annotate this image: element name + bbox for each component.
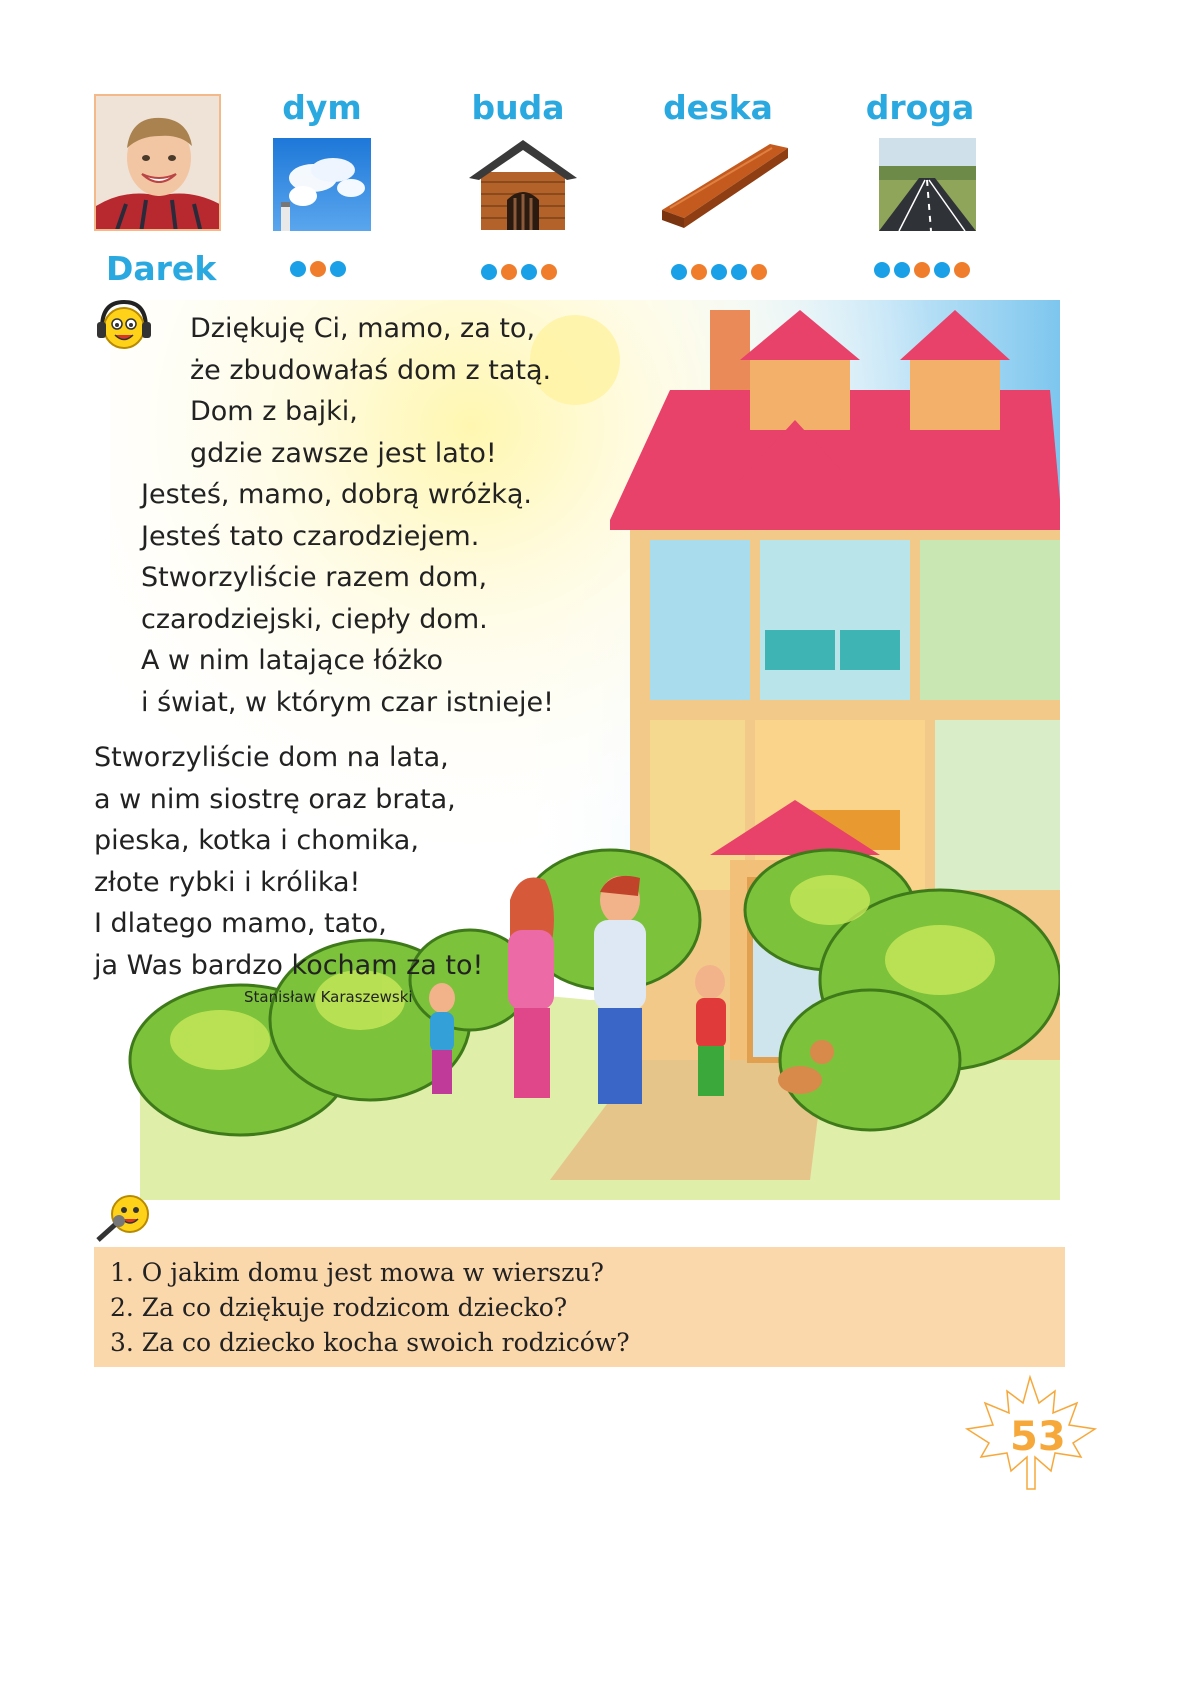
syllable-dots-droga	[874, 262, 970, 278]
poem-line: a w nim siostrę oraz brata,	[94, 783, 456, 815]
blue-dot	[671, 264, 687, 280]
blue-dot	[711, 264, 727, 280]
poem-line: czarodziejski, ciepły dom.	[141, 603, 488, 635]
poem-line: i świat, w którym czar istnieje!	[141, 686, 554, 718]
road-picture	[879, 138, 976, 231]
blue-dot	[874, 262, 890, 278]
question-2: 2. Za co dziękuje rodzicom dziecko?	[110, 1293, 568, 1322]
poem-line: pieska, kotka i chomika,	[94, 825, 419, 856]
blue-dot	[731, 264, 747, 280]
question-1: 1. O jakim domu jest mowa w wierszu?	[110, 1258, 604, 1287]
blue-dot	[290, 261, 306, 277]
question-3: 3. Za co dziecko kocha swoich rodziców?	[110, 1328, 630, 1357]
poem-line: ja Was bardzo kocham za to!	[94, 949, 484, 981]
poem-line: A w nim latające łóżko	[141, 645, 444, 676]
word-deska: deska	[663, 88, 773, 127]
syllable-dots-deska	[671, 264, 767, 280]
word-dym: dym	[282, 88, 362, 127]
boy-photo	[94, 94, 221, 231]
orange-dot	[310, 261, 326, 277]
orange-dot	[914, 262, 930, 278]
poem-line: złote rybki i królika!	[94, 866, 361, 898]
poem-author: Stanisław Karaszewski	[244, 988, 413, 1006]
poem-stanza-2	[141, 474, 554, 723]
questions-box	[94, 1247, 1065, 1367]
orange-dot	[501, 264, 517, 280]
blue-dot	[894, 262, 910, 278]
orange-dot	[954, 262, 970, 278]
poem-line: gdzie zawsze jest lato!	[190, 437, 497, 469]
headphones-smiley-icon	[94, 298, 154, 354]
orange-dot	[541, 264, 557, 280]
poem-line: Stworzyliście dom na lata,	[94, 742, 449, 773]
blue-dot	[330, 261, 346, 277]
blue-dot	[481, 264, 497, 280]
poem-line: Dom z bajki,	[190, 396, 358, 427]
syllable-dots-darek	[290, 261, 346, 277]
poem-line: Jesteś, mamo, dobrą wróżką.	[141, 479, 532, 510]
syllable-dots-dym	[481, 264, 557, 280]
person-name: Darek	[106, 249, 217, 288]
poem-stanza-3	[94, 737, 483, 986]
word-droga: droga	[865, 88, 975, 127]
poem-line: Jesteś tato czarodziejem.	[141, 520, 480, 552]
blue-dot	[934, 262, 950, 278]
orange-dot	[751, 264, 767, 280]
blue-dot	[521, 264, 537, 280]
poem-line: że zbudowałaś dom z tatą.	[190, 354, 552, 386]
doghouse-picture	[467, 138, 579, 231]
poem-line: Dziękuję Ci, mamo, za to,	[190, 313, 536, 344]
microphone-smiley-icon	[94, 1192, 154, 1244]
plank-picture	[660, 138, 790, 231]
poem-stanza-1	[190, 308, 551, 474]
orange-dot	[691, 264, 707, 280]
smoke-picture	[273, 138, 371, 231]
word-buda: buda	[471, 88, 565, 127]
page-number: 53	[1010, 1414, 1066, 1460]
poem-line: Stworzyliście razem dom,	[141, 562, 488, 593]
poem-line: I dlatego mamo, tato,	[94, 908, 387, 939]
